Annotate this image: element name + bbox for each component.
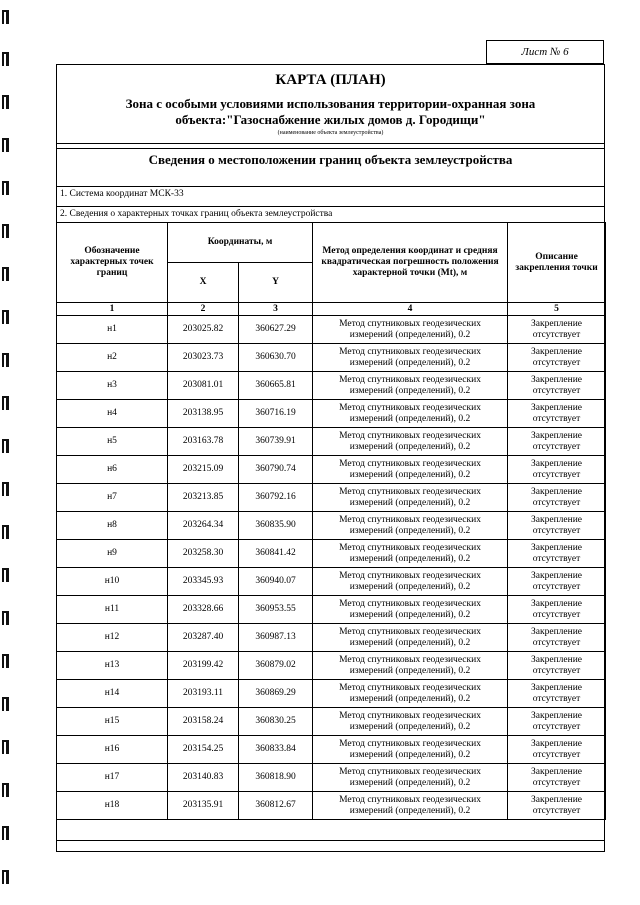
description-line: Закрепление bbox=[531, 654, 582, 665]
description-cell bbox=[508, 372, 606, 400]
method-cell bbox=[313, 456, 508, 484]
point-cell: н12 bbox=[57, 624, 168, 652]
method-line: Метод спутниковых геодезических bbox=[339, 374, 481, 385]
y-coordinate-cell: 360630.70 bbox=[239, 344, 313, 372]
x-coordinate-cell: 203199.42 bbox=[168, 652, 239, 680]
description-cell bbox=[508, 568, 606, 596]
coordinate-system-row: 1. Система координат МСК-33 bbox=[56, 186, 605, 202]
table-row bbox=[57, 708, 606, 736]
table-row bbox=[57, 624, 606, 652]
description-line: отсутствует bbox=[532, 385, 581, 396]
point-cell: н18 bbox=[57, 792, 168, 820]
description-line: отсутствует bbox=[532, 357, 581, 368]
x-coordinate-cell: 203158.24 bbox=[168, 708, 239, 736]
description-line: Закрепление bbox=[531, 374, 582, 385]
method-cell bbox=[313, 652, 508, 680]
object-name-caption: (наименование объекта землеустройства) bbox=[277, 130, 384, 136]
method-line: измерений (определений), 0.2 bbox=[349, 497, 471, 508]
point-cell: н3 bbox=[57, 372, 168, 400]
method-line: измерений (определений), 0.2 bbox=[349, 805, 471, 816]
description-line: Закрепление bbox=[531, 458, 582, 469]
binding-mark bbox=[2, 783, 9, 797]
description-line: Закрепление bbox=[531, 710, 582, 721]
binding-mark bbox=[2, 95, 9, 109]
binding-mark bbox=[2, 870, 9, 884]
y-coordinate-cell: 360940.07 bbox=[239, 568, 313, 596]
method-cell bbox=[313, 568, 508, 596]
method-cell bbox=[313, 428, 508, 456]
method-line: Метод спутниковых геодезических bbox=[339, 486, 481, 497]
x-coordinate-cell: 203287.40 bbox=[168, 624, 239, 652]
description-line: Закрепление bbox=[531, 430, 582, 441]
title-block bbox=[56, 64, 605, 144]
description-cell bbox=[508, 624, 606, 652]
y-coordinate-cell: 360879.02 bbox=[239, 652, 313, 680]
y-coordinate-cell: 360835.90 bbox=[239, 512, 313, 540]
table-row bbox=[57, 372, 606, 400]
description-cell bbox=[508, 708, 606, 736]
description-line: отсутствует bbox=[532, 609, 581, 620]
header-method: Метод определения координат и средняя квадратическая погрешность положения характерной точки (Mt), м bbox=[313, 223, 508, 303]
description-line: отсутствует bbox=[532, 469, 581, 480]
binding-mark bbox=[2, 10, 9, 24]
description-line: отсутствует bbox=[532, 749, 581, 760]
binding-mark bbox=[2, 181, 9, 195]
description-line: отсутствует bbox=[532, 413, 581, 424]
point-cell: н8 bbox=[57, 512, 168, 540]
header-x: X bbox=[168, 263, 239, 303]
y-coordinate-cell: 360830.25 bbox=[239, 708, 313, 736]
description-line: Закрепление bbox=[531, 346, 582, 357]
method-line: Метод спутниковых геодезических bbox=[339, 346, 481, 357]
description-cell bbox=[508, 764, 606, 792]
description-line: Закрепление bbox=[531, 514, 582, 525]
point-cell: н2 bbox=[57, 344, 168, 372]
frame-divider bbox=[56, 840, 605, 841]
binding-mark bbox=[2, 138, 9, 152]
binding-mark bbox=[2, 740, 9, 754]
table-row bbox=[57, 596, 606, 624]
table-row bbox=[57, 792, 606, 820]
x-coordinate-cell: 203345.93 bbox=[168, 568, 239, 596]
method-line: Метод спутниковых геодезических bbox=[339, 570, 481, 581]
description-line: Закрепление bbox=[531, 766, 582, 777]
point-cell: н13 bbox=[57, 652, 168, 680]
header-y: Y bbox=[239, 263, 313, 303]
description-line: отсутствует bbox=[532, 777, 581, 788]
description-line: Закрепление bbox=[531, 318, 582, 329]
method-line: измерений (определений), 0.2 bbox=[349, 357, 471, 368]
description-line: отсутствует bbox=[532, 637, 581, 648]
description-cell bbox=[508, 316, 606, 344]
method-line: Метод спутниковых геодезических bbox=[339, 598, 481, 609]
method-line: измерений (определений), 0.2 bbox=[349, 777, 471, 788]
table-body bbox=[57, 316, 606, 820]
method-line: измерений (определений), 0.2 bbox=[349, 553, 471, 564]
method-cell bbox=[313, 736, 508, 764]
description-line: Закрепление bbox=[531, 794, 582, 805]
binding-mark bbox=[2, 697, 9, 711]
point-cell: н17 bbox=[57, 764, 168, 792]
description-cell bbox=[508, 540, 606, 568]
method-line: измерений (определений), 0.2 bbox=[349, 609, 471, 620]
method-line: Метод спутниковых геодезических bbox=[339, 542, 481, 553]
description-line: отсутствует bbox=[532, 721, 581, 732]
binding-mark bbox=[2, 396, 9, 410]
object-title-line-2: объекта:"Газоснабжение жилых домов д. Городищи" bbox=[175, 112, 486, 127]
x-coordinate-cell: 203023.73 bbox=[168, 344, 239, 372]
point-cell: н5 bbox=[57, 428, 168, 456]
method-cell bbox=[313, 540, 508, 568]
section-title: Сведения о местоположении границ объекта землеустройства bbox=[56, 148, 605, 170]
description-cell bbox=[508, 400, 606, 428]
binding-mark bbox=[2, 267, 9, 281]
header-coordinates: Координаты, м bbox=[168, 223, 313, 263]
y-coordinate-cell: 360739.91 bbox=[239, 428, 313, 456]
x-coordinate-cell: 203025.82 bbox=[168, 316, 239, 344]
x-coordinate-cell: 203140.83 bbox=[168, 764, 239, 792]
method-line: измерений (определений), 0.2 bbox=[349, 693, 471, 704]
point-cell: н11 bbox=[57, 596, 168, 624]
y-coordinate-cell: 360953.55 bbox=[239, 596, 313, 624]
method-line: Метод спутниковых геодезических bbox=[339, 626, 481, 637]
description-line: Закрепление bbox=[531, 570, 582, 581]
method-cell bbox=[313, 512, 508, 540]
point-cell: н1 bbox=[57, 316, 168, 344]
y-coordinate-cell: 360812.67 bbox=[239, 792, 313, 820]
binding-mark bbox=[2, 654, 9, 668]
column-number: 1 bbox=[57, 303, 168, 316]
table-row bbox=[57, 456, 606, 484]
point-cell: н16 bbox=[57, 736, 168, 764]
table-row bbox=[57, 428, 606, 456]
method-cell bbox=[313, 596, 508, 624]
method-line: Метод спутниковых геодезических bbox=[339, 318, 481, 329]
description-line: отсутствует bbox=[532, 665, 581, 676]
description-line: отсутствует bbox=[532, 553, 581, 564]
description-cell bbox=[508, 680, 606, 708]
method-line: Метод спутниковых геодезических bbox=[339, 710, 481, 721]
description-cell bbox=[508, 512, 606, 540]
x-coordinate-cell: 203081.01 bbox=[168, 372, 239, 400]
binding-mark bbox=[2, 439, 9, 453]
method-line: измерений (определений), 0.2 bbox=[349, 749, 471, 760]
method-line: измерений (определений), 0.2 bbox=[349, 385, 471, 396]
y-coordinate-cell: 360790.74 bbox=[239, 456, 313, 484]
boundary-points-table bbox=[56, 222, 606, 820]
document-title: КАРТА (ПЛАН) bbox=[275, 72, 386, 88]
description-line: отсутствует bbox=[532, 805, 581, 816]
description-line: отсутствует bbox=[532, 525, 581, 536]
method-line: Метод спутниковых геодезических bbox=[339, 654, 481, 665]
description-cell bbox=[508, 484, 606, 512]
description-line: отсутствует bbox=[532, 441, 581, 452]
description-line: Закрепление bbox=[531, 402, 582, 413]
method-cell bbox=[313, 484, 508, 512]
description-cell bbox=[508, 596, 606, 624]
description-line: отсутствует bbox=[532, 581, 581, 592]
table-row bbox=[57, 344, 606, 372]
description-line: Закрепление bbox=[531, 542, 582, 553]
description-line: отсутствует bbox=[532, 497, 581, 508]
description-cell bbox=[508, 792, 606, 820]
table-row bbox=[57, 540, 606, 568]
characteristic-points-label: 2. Сведения о характерных точках границ объекта землеустройства bbox=[56, 206, 605, 222]
binding-mark bbox=[2, 826, 9, 840]
y-coordinate-cell: 360841.42 bbox=[239, 540, 313, 568]
method-cell bbox=[313, 708, 508, 736]
method-cell bbox=[313, 344, 508, 372]
point-cell: н14 bbox=[57, 680, 168, 708]
y-coordinate-cell: 360627.29 bbox=[239, 316, 313, 344]
point-cell: н9 bbox=[57, 540, 168, 568]
binding-mark bbox=[2, 482, 9, 496]
column-number: 3 bbox=[239, 303, 313, 316]
method-line: измерений (определений), 0.2 bbox=[349, 413, 471, 424]
y-coordinate-cell: 360869.29 bbox=[239, 680, 313, 708]
y-coordinate-cell: 360987.13 bbox=[239, 624, 313, 652]
method-line: измерений (определений), 0.2 bbox=[349, 469, 471, 480]
y-coordinate-cell: 360792.16 bbox=[239, 484, 313, 512]
column-number: 5 bbox=[508, 303, 606, 316]
method-line: Метод спутниковых геодезических bbox=[339, 430, 481, 441]
binding-mark bbox=[2, 310, 9, 324]
method-line: Метод спутниковых геодезических bbox=[339, 682, 481, 693]
description-cell bbox=[508, 736, 606, 764]
method-line: Метод спутниковых геодезических bbox=[339, 514, 481, 525]
point-cell: н15 bbox=[57, 708, 168, 736]
table-row bbox=[57, 568, 606, 596]
description-cell bbox=[508, 344, 606, 372]
header-designation: Обозначение характерных точек границ bbox=[57, 223, 168, 303]
table-row bbox=[57, 680, 606, 708]
column-number: 4 bbox=[313, 303, 508, 316]
method-line: измерений (определений), 0.2 bbox=[349, 441, 471, 452]
table-row bbox=[57, 484, 606, 512]
table-row bbox=[57, 764, 606, 792]
method-line: измерений (определений), 0.2 bbox=[349, 637, 471, 648]
binding-mark bbox=[2, 568, 9, 582]
sheet-number-box: Лист № 6 bbox=[486, 40, 604, 64]
object-title-line-1: Зона с особыми условиями использования территории-охранная зона bbox=[125, 96, 536, 111]
method-line: Метод спутниковых геодезических bbox=[339, 402, 481, 413]
x-coordinate-cell: 203258.30 bbox=[168, 540, 239, 568]
x-coordinate-cell: 203135.91 bbox=[168, 792, 239, 820]
x-coordinate-cell: 203163.78 bbox=[168, 428, 239, 456]
description-cell bbox=[508, 428, 606, 456]
method-cell bbox=[313, 792, 508, 820]
method-cell bbox=[313, 316, 508, 344]
binding-mark bbox=[2, 353, 9, 367]
x-coordinate-cell: 203215.09 bbox=[168, 456, 239, 484]
table-row bbox=[57, 316, 606, 344]
method-line: Метод спутниковых геодезических bbox=[339, 458, 481, 469]
binding-mark bbox=[2, 52, 9, 66]
y-coordinate-cell: 360818.90 bbox=[239, 764, 313, 792]
x-coordinate-cell: 203138.95 bbox=[168, 400, 239, 428]
x-coordinate-cell: 203213.85 bbox=[168, 484, 239, 512]
description-line: Закрепление bbox=[531, 738, 582, 749]
point-cell: н10 bbox=[57, 568, 168, 596]
method-cell bbox=[313, 624, 508, 652]
method-cell bbox=[313, 764, 508, 792]
binding-mark bbox=[2, 611, 9, 625]
x-coordinate-cell: 203328.66 bbox=[168, 596, 239, 624]
x-coordinate-cell: 203154.25 bbox=[168, 736, 239, 764]
table-row bbox=[57, 400, 606, 428]
method-cell bbox=[313, 400, 508, 428]
point-cell: н7 bbox=[57, 484, 168, 512]
y-coordinate-cell: 360665.81 bbox=[239, 372, 313, 400]
column-number: 2 bbox=[168, 303, 239, 316]
description-line: отсутствует bbox=[532, 329, 581, 340]
header-description: Описание закрепления точки bbox=[508, 223, 606, 303]
method-line: Метод спутниковых геодезических bbox=[339, 794, 481, 805]
table-row bbox=[57, 652, 606, 680]
description-cell bbox=[508, 652, 606, 680]
method-line: измерений (определений), 0.2 bbox=[349, 525, 471, 536]
method-line: измерений (определений), 0.2 bbox=[349, 581, 471, 592]
point-cell: н4 bbox=[57, 400, 168, 428]
binding-mark bbox=[2, 525, 9, 539]
method-line: Метод спутниковых геодезических bbox=[339, 738, 481, 749]
method-line: измерений (определений), 0.2 bbox=[349, 665, 471, 676]
description-line: отсутствует bbox=[532, 693, 581, 704]
method-line: измерений (определений), 0.2 bbox=[349, 721, 471, 732]
y-coordinate-cell: 360716.19 bbox=[239, 400, 313, 428]
table-row bbox=[57, 736, 606, 764]
description-line: Закрепление bbox=[531, 682, 582, 693]
description-cell bbox=[508, 456, 606, 484]
method-cell bbox=[313, 680, 508, 708]
table-row bbox=[57, 512, 606, 540]
description-line: Закрепление bbox=[531, 486, 582, 497]
x-coordinate-cell: 203264.34 bbox=[168, 512, 239, 540]
x-coordinate-cell: 203193.11 bbox=[168, 680, 239, 708]
method-cell bbox=[313, 372, 508, 400]
method-line: Метод спутниковых геодезических bbox=[339, 766, 481, 777]
method-line: измерений (определений), 0.2 bbox=[349, 329, 471, 340]
point-cell: н6 bbox=[57, 456, 168, 484]
y-coordinate-cell: 360833.84 bbox=[239, 736, 313, 764]
binding-mark bbox=[2, 224, 9, 238]
description-line: Закрепление bbox=[531, 626, 582, 637]
description-line: Закрепление bbox=[531, 598, 582, 609]
